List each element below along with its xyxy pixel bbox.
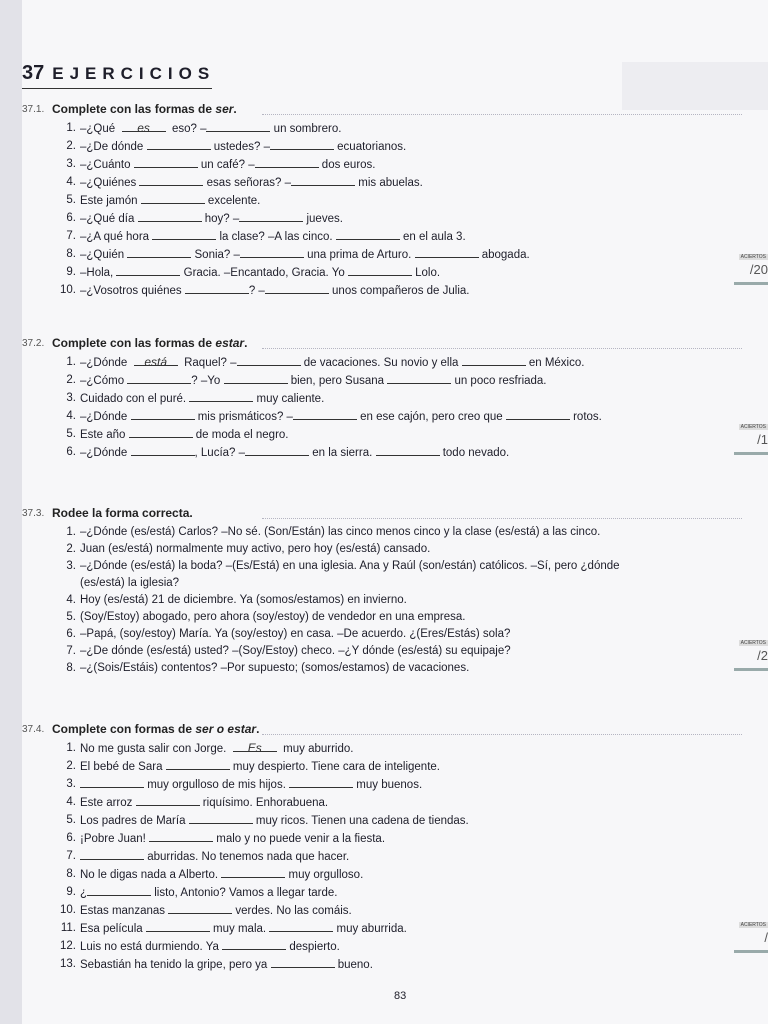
exercise-item	[60, 372, 602, 390]
item-text: –¿Dónde	[80, 357, 134, 369]
score-box	[734, 424, 768, 464]
item-number: 4.	[66, 410, 76, 422]
handwritten-answer: es	[122, 120, 166, 132]
instruction-suffix: .	[244, 336, 248, 350]
item-text: Lolo.	[411, 267, 441, 279]
item-text: –¿De dónde (es/está) usted? –(Soy/Estoy) checo. –¿Y dónde (es/está) su equipaje?	[80, 645, 511, 657]
exercise-items	[60, 524, 620, 677]
item-text: ¡Pobre Juan!	[80, 833, 150, 845]
item-number: 8.	[66, 662, 76, 674]
answer-blank[interactable]	[87, 884, 151, 896]
answer-blank[interactable]	[116, 264, 180, 276]
item-text: Sonia? –	[191, 249, 240, 261]
item-text: muy despierto. Tiene cara de inteligente.	[229, 761, 440, 773]
item-text: –¿Vosotros quiénes	[80, 285, 185, 297]
answer-blank[interactable]	[255, 156, 319, 168]
answer-blank[interactable]	[239, 210, 303, 222]
item-text: bien, pero Susana	[287, 375, 388, 387]
exercise-item	[60, 390, 602, 408]
item-number: 11.	[60, 922, 76, 934]
item-text: riquísimo. Enhorabuena.	[199, 797, 329, 809]
item-text: muy mala.	[209, 923, 270, 935]
item-text: de vacaciones. Su novio y ella	[300, 357, 462, 369]
item-text: una prima de Arturo.	[303, 249, 415, 261]
answer-blank[interactable]	[269, 920, 333, 932]
item-number: 10.	[60, 284, 76, 296]
section-rule	[262, 734, 742, 735]
item-text: muy orgulloso de mis hijos.	[144, 779, 290, 791]
section-rule	[262, 518, 742, 519]
handwritten-answer: está	[134, 354, 178, 366]
item-number: 6.	[66, 628, 76, 640]
item-text: en México.	[525, 357, 585, 369]
exercise-item	[60, 174, 530, 192]
answer-blank[interactable]	[206, 120, 270, 132]
answer-blank[interactable]	[134, 156, 198, 168]
exercise-item	[60, 830, 469, 848]
item-text: muy aburrido.	[276, 743, 354, 755]
answer-blank[interactable]	[146, 920, 210, 932]
answer-blank[interactable]	[462, 354, 526, 366]
item-number: 4.	[66, 796, 76, 808]
exercise-item	[60, 156, 530, 174]
item-text: ? –Yo	[191, 375, 224, 387]
score-bar	[734, 668, 768, 671]
exercise-item	[60, 794, 469, 812]
item-text: Este año	[80, 429, 129, 441]
instruction-suffix: .	[233, 102, 237, 116]
item-text: abogada.	[478, 249, 530, 261]
item-text: muy caliente.	[253, 393, 325, 405]
exercise-item	[60, 192, 530, 210]
exercise-instruction	[52, 102, 237, 116]
item-text: jueves.	[303, 213, 343, 225]
item-number: 1.	[66, 742, 76, 754]
exercise-item	[60, 120, 530, 138]
answer-blank[interactable]	[127, 246, 191, 258]
unit-number: 37	[22, 62, 45, 84]
instruction-text: Rodee la forma correcta.	[52, 506, 193, 520]
answer-blank[interactable]	[168, 902, 232, 914]
score-label: ACIERTOS	[740, 640, 766, 646]
exercise-item	[60, 138, 530, 156]
exercise-item	[60, 558, 620, 575]
exercise-item	[60, 956, 469, 974]
answer-blank[interactable]	[506, 408, 570, 420]
answer-blank[interactable]	[166, 758, 230, 770]
item-text: –¿Dónde	[80, 447, 131, 459]
item-text: Esa película	[80, 923, 146, 935]
item-text: todo nevado.	[439, 447, 510, 459]
answer-blank[interactable]	[131, 408, 195, 420]
instruction-emphasis: estar	[215, 336, 245, 350]
item-text: Este arroz	[80, 797, 136, 809]
item-text: –¿Cuánto	[80, 159, 134, 171]
instruction-text: Complete con las formas de	[52, 102, 216, 116]
item-number: 1.	[66, 356, 76, 368]
instruction-emphasis: ser o estar	[195, 722, 257, 736]
exercise-item	[60, 660, 620, 677]
exercise-item	[60, 884, 469, 902]
answer-blank[interactable]	[141, 192, 205, 204]
item-number: 6.	[66, 212, 76, 224]
answer-blank[interactable]	[138, 210, 202, 222]
section-rule	[262, 348, 742, 349]
answer-blank[interactable]	[348, 264, 412, 276]
exercise-instruction	[52, 506, 193, 520]
page-title	[22, 62, 215, 85]
item-text: en la sierra.	[309, 447, 376, 459]
item-text: ecuatorianos.	[333, 141, 407, 153]
answer-blank[interactable]	[131, 444, 195, 456]
answer-blank[interactable]	[289, 776, 353, 788]
exercise-item	[60, 524, 620, 541]
item-number: 13.	[60, 958, 76, 970]
item-text: mis prismáticos? –	[194, 411, 293, 423]
exercise-item	[60, 426, 602, 444]
item-number: 4.	[66, 176, 76, 188]
item-number: 5.	[66, 611, 76, 623]
item-text: unos compañeros de Julia.	[328, 285, 470, 297]
answer-blank[interactable]	[136, 794, 200, 806]
answer-blank[interactable]	[139, 174, 203, 186]
item-text: de moda el negro.	[192, 429, 289, 441]
exercise-item	[60, 740, 469, 758]
score-bar	[734, 950, 768, 953]
item-text: bueno.	[334, 959, 373, 971]
item-text: Los padres de María	[80, 815, 189, 827]
item-text: un sombrero.	[270, 123, 342, 135]
exercise-item	[60, 444, 602, 462]
answer-blank[interactable]	[336, 228, 400, 240]
item-text: muy buenos.	[353, 779, 423, 791]
exercise-item	[60, 812, 469, 830]
answer-blank[interactable]	[185, 282, 249, 294]
item-number: 2.	[66, 543, 76, 555]
score-value[interactable]: /20	[749, 262, 768, 277]
exercise-item	[60, 541, 620, 558]
instruction-text: Complete con formas de	[52, 722, 196, 736]
answer-blank[interactable]	[222, 938, 286, 950]
score-label: ACIERTOS	[740, 922, 766, 928]
item-number: 7.	[66, 230, 76, 242]
score-value[interactable]: /2	[757, 648, 768, 663]
item-text: –¿Cómo	[80, 375, 128, 387]
item-number: 3.	[66, 560, 76, 572]
item-text: Sebastián ha tenido la gripe, pero ya	[80, 959, 271, 971]
section-rule	[262, 114, 742, 115]
item-text: hoy? –	[201, 213, 240, 225]
item-text: eso? –	[165, 123, 207, 135]
item-number: 10.	[60, 904, 76, 916]
item-text: dos euros.	[318, 159, 376, 171]
item-text: –¿De dónde	[80, 141, 147, 153]
exercise-item	[60, 575, 620, 592]
item-number: 2.	[66, 374, 76, 386]
page-number: 83	[394, 990, 407, 1002]
item-text: excelente.	[204, 195, 261, 207]
answer-blank[interactable]	[271, 956, 335, 968]
answer-blank[interactable]	[189, 812, 253, 824]
item-text: Hoy (es/está) 21 de diciembre. Ya (somos/estamos) en invierno.	[80, 594, 407, 606]
score-bar	[734, 452, 768, 455]
item-text: listo, Antonio? Vamos a llegar tarde.	[151, 887, 338, 899]
item-text: rotos.	[569, 411, 602, 423]
answer-blank[interactable]	[240, 246, 304, 258]
exercise-item	[60, 609, 620, 626]
item-number: 3.	[66, 778, 76, 790]
handwritten-answer: Es	[233, 740, 277, 752]
item-number: 1.	[66, 122, 76, 134]
item-text: en ese cajón, pero creo que	[356, 411, 506, 423]
item-text: , Lucía? –	[194, 447, 246, 459]
instruction-text: Complete con las formas de	[52, 336, 216, 350]
item-text: verdes. No las comáis.	[232, 905, 352, 917]
score-value[interactable]: /1	[757, 432, 768, 447]
exercise-items	[60, 740, 469, 974]
item-number: 6.	[66, 446, 76, 458]
answer-blank[interactable]	[265, 282, 329, 294]
item-text: Estas manzanas	[80, 905, 169, 917]
item-text: un café? –	[197, 159, 255, 171]
exercise-item	[60, 228, 530, 246]
exercise-item	[60, 408, 602, 426]
answer-blank[interactable]	[291, 174, 355, 186]
exercise-item	[60, 848, 469, 866]
title-rule	[22, 88, 212, 89]
answer-blank[interactable]	[152, 228, 216, 240]
item-text: Juan (es/está) normalmente muy activo, pero hoy (es/está) cansado.	[80, 543, 431, 555]
item-text: (Soy/Estoy) abogado, pero ahora (soy/estoy) de vendedor en una empresa.	[80, 611, 466, 623]
item-number: 9.	[66, 886, 76, 898]
exercise-item	[60, 210, 530, 228]
answer-blank[interactable]	[245, 444, 309, 456]
answer-blank[interactable]	[270, 138, 334, 150]
item-text: la clase? –A las cinco.	[216, 231, 336, 243]
item-number: 4.	[66, 594, 76, 606]
answer-blank[interactable]	[221, 866, 285, 878]
exercise-item	[60, 920, 469, 938]
item-text: No le digas nada a Alberto.	[80, 869, 222, 881]
answer-blank[interactable]	[189, 390, 253, 402]
exercise-item	[60, 592, 620, 609]
answer-blank[interactable]	[224, 372, 288, 384]
exercise-item	[60, 776, 469, 794]
answer-blank[interactable]	[149, 830, 213, 842]
item-number: 2.	[66, 760, 76, 772]
exercise-item	[60, 758, 469, 776]
exercise-number: 37.4.	[22, 724, 45, 735]
item-number: 7.	[66, 850, 76, 862]
bleed-through-box	[622, 62, 768, 110]
exercise-item	[60, 354, 602, 372]
answer-blank[interactable]	[237, 354, 301, 366]
exercise-number: 37.3.	[22, 508, 45, 519]
item-number: 5.	[66, 428, 76, 440]
item-number: 2.	[66, 140, 76, 152]
item-text: muy ricos. Tienen una cadena de tiendas.	[252, 815, 469, 827]
exercise-item	[60, 246, 530, 264]
item-text: –Papá, (soy/estoy) María. Ya (soy/estoy) en casa. –De acuerdo. ¿(Eres/Estás) sola?	[80, 628, 511, 640]
item-text: Cuidado con el puré.	[80, 393, 190, 405]
exercise-number: 37.1.	[22, 104, 45, 115]
instruction-emphasis: ser	[215, 102, 234, 116]
item-text: Este jamón	[80, 195, 141, 207]
answer-blank[interactable]	[129, 426, 193, 438]
item-number: 9.	[66, 266, 76, 278]
instruction-suffix: .	[256, 722, 260, 736]
exercise-instruction	[52, 336, 247, 350]
item-text: esas señoras? –	[203, 177, 292, 189]
item-text: No me gusta salir con Jorge.	[80, 743, 233, 755]
item-text: muy orgulloso.	[285, 869, 364, 881]
score-label: ACIERTOS	[740, 424, 766, 430]
item-text: despierto.	[286, 941, 340, 953]
score-bar	[734, 282, 768, 285]
item-number: 5.	[66, 814, 76, 826]
item-number: 1.	[66, 526, 76, 538]
item-text: Gracia. –Encantado, Gracia. Yo	[180, 267, 348, 279]
item-number: 8.	[66, 868, 76, 880]
unit-title: EJERCICIOS	[52, 64, 216, 83]
item-text: –¿Dónde (es/está) la boda? –(Es/Está) en una iglesia. Ana y Raúl (son/están) católicos. –Sí, pero ¿dónde	[80, 560, 620, 572]
item-number: 6.	[66, 832, 76, 844]
answer-blank[interactable]	[80, 776, 144, 788]
score-label: ACIERTOS	[740, 254, 766, 260]
answer-blank[interactable]	[80, 848, 144, 860]
item-text: –¿Qué	[80, 123, 122, 135]
item-text: mis abuelas.	[355, 177, 423, 189]
score-box	[734, 640, 768, 680]
item-number: 3.	[66, 158, 76, 170]
exercise-items	[60, 120, 530, 300]
item-text: –Hola,	[80, 267, 117, 279]
book-spine	[0, 0, 23, 1024]
exercise-instruction	[52, 722, 259, 736]
score-box	[734, 254, 768, 294]
item-text: –¿Dónde	[80, 411, 131, 423]
answer-blank[interactable]	[293, 408, 357, 420]
item-text: –¿A qué hora	[80, 231, 153, 243]
item-number: 8.	[66, 248, 76, 260]
exercise-item	[60, 643, 620, 660]
answer-blank[interactable]	[387, 372, 451, 384]
item-text: muy aburrida.	[333, 923, 407, 935]
item-text: –¿Qué día	[80, 213, 138, 225]
item-text: El bebé de Sara	[80, 761, 166, 773]
item-text: –¿Dónde (es/está) Carlos? –No sé. (Son/Están) las cinco menos cinco y la clase (es/está) a las cinco.	[80, 526, 601, 538]
exercise-item	[60, 626, 620, 643]
exercise-items	[60, 354, 602, 462]
item-text: –¿Quién	[80, 249, 128, 261]
item-text: malo y no puede venir a la fiesta.	[213, 833, 386, 845]
item-text: Raquel? –	[177, 357, 237, 369]
score-box	[734, 922, 768, 962]
item-text: ¿	[80, 887, 88, 899]
item-number: 3.	[66, 392, 76, 404]
exercise-item	[60, 282, 530, 300]
exercise-number: 37.2.	[22, 338, 45, 349]
item-text: –¿Quiénes	[80, 177, 140, 189]
answer-blank[interactable]	[376, 444, 440, 456]
item-text: (es/está) la iglesia?	[80, 577, 180, 589]
item-number: 7.	[66, 645, 76, 657]
item-text: ustedes? –	[210, 141, 270, 153]
answer-blank[interactable]	[147, 138, 211, 150]
item-text: en el aula 3.	[399, 231, 466, 243]
item-number: 5.	[66, 194, 76, 206]
exercise-item	[60, 866, 469, 884]
answer-blank[interactable]	[127, 372, 191, 384]
exercise-item	[60, 938, 469, 956]
exercise-item	[60, 264, 530, 282]
item-text: Luis no está durmiendo. Ya	[80, 941, 223, 953]
item-text: aburridas. No tenemos nada que hacer.	[144, 851, 350, 863]
item-text: ? –	[248, 285, 265, 297]
exercise-item	[60, 902, 469, 920]
score-value[interactable]: /	[764, 930, 768, 945]
workbook-page	[22, 0, 768, 1024]
item-number: 12.	[60, 940, 76, 952]
answer-blank[interactable]	[415, 246, 479, 258]
item-text: un poco resfriada.	[451, 375, 547, 387]
item-text: –¿(Sois/Estáis) contentos? –Por supuesto; (somos/estamos) de vacaciones.	[80, 662, 470, 674]
